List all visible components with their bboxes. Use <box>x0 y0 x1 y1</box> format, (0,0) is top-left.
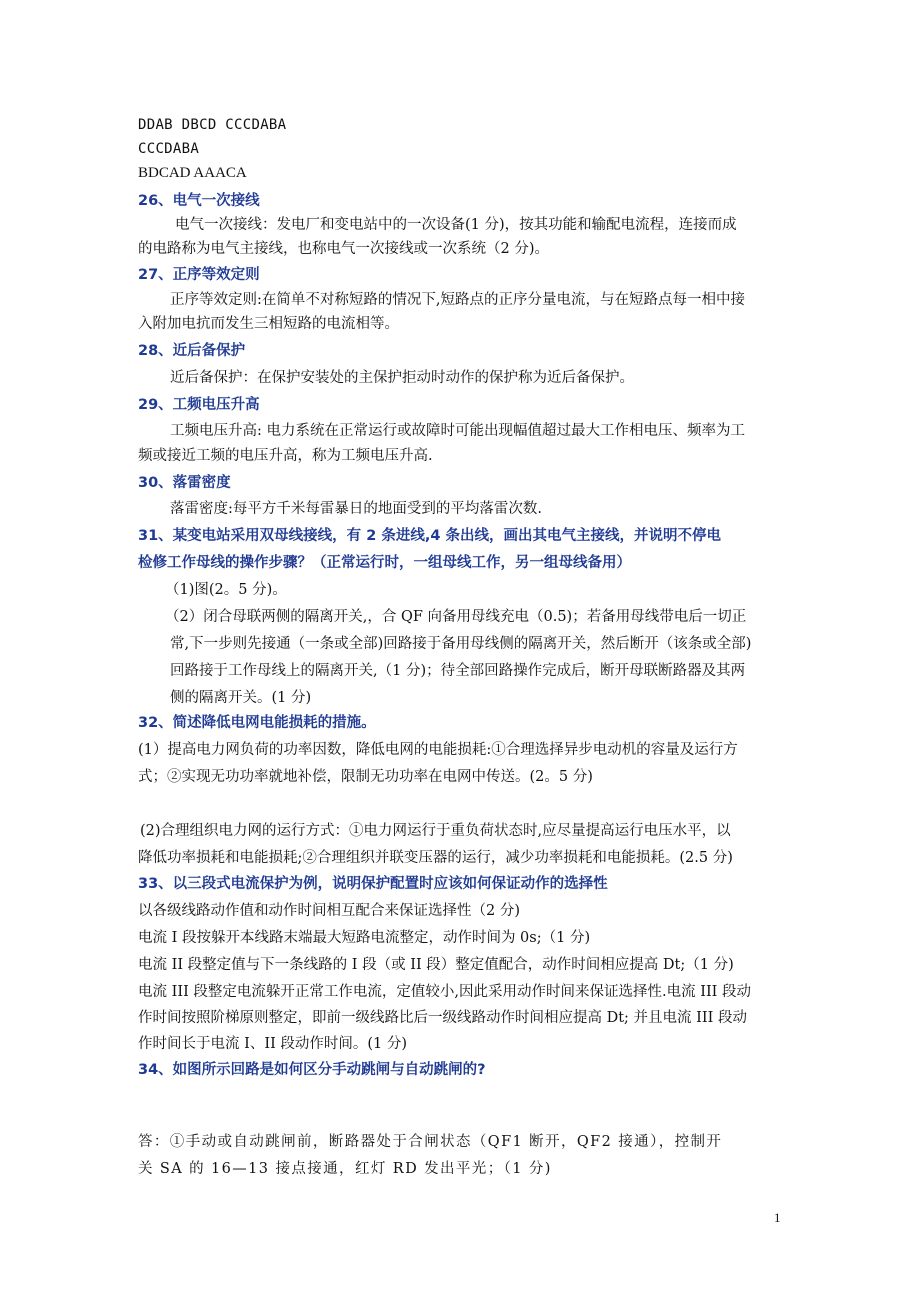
q34-body-line: 答：①手动或自动跳闸前，断路器处于合闸状态（QF1 断开，QF2 接通），控制开 <box>138 1134 723 1150</box>
q31-body-line: 侧的隔离开关。(1 分) <box>170 690 312 706</box>
q30-heading: 30、落雷密度 <box>138 475 231 491</box>
q32-body-line: (2)合理组织电力网的运行方式：①电力网运行于重负荷状态时,应尽量提高运行电压水平，以 <box>140 823 731 839</box>
q27-body-line: 入附加电抗而发生三相短路的电流相等。 <box>138 316 399 332</box>
q32-body-line: (1）提高电力网负荷的功率因数，降低电网的电能损耗:①合理选择异步电动机的容量及运行方 <box>138 742 738 758</box>
q33-heading: 33、以三段式电流保护为例，说明保护配置时应该如何保证动作的选择性 <box>138 876 608 892</box>
q27-heading: 27、正序等效定则 <box>138 267 260 283</box>
q28-body-line: 近后备保护：在保护安装处的主保护拒动时动作的保护称为近后备保护。 <box>170 370 634 386</box>
q31-body-line: 常,下一步则先接通（一条或全部)回路接于备用母线侧的隔离开关，然后断开（该条或全部) <box>170 636 752 652</box>
q33-body-line: 电流 II 段整定值与下一条线路的 I 段（或 II 段）整定值配合，动作时间相应提高 Dt;（1 分) <box>138 957 734 973</box>
q32-body-line: 降低功率损耗和电能损耗;②合理组织并联变压器的运行，减少功率损耗和电能损耗。(2.5 分) <box>138 850 733 866</box>
q33-body-line: 作时间长于电流 I、II 段动作时间。(1 分) <box>138 1036 408 1052</box>
q26-body-line: 的电路称为电气主接线，也称电气一次接线或一次系统（2 分)。 <box>138 241 549 257</box>
q26-body-line: 电气一次接线：发电厂和变电站中的一次设备(1 分)，按其功能和输配电流程，连接而成 <box>175 217 737 233</box>
answer-key-line-1: DDAB DBCD CCCDABA <box>138 117 287 133</box>
q29-body-line: 频或接近工频的电压升高，称为工频电压升高. <box>138 448 433 464</box>
q29-heading: 29、工频电压升高 <box>138 397 260 413</box>
q27-body-line: 正序等效定则:在简单不对称短路的情况下,短路点的正序分量电流，与在短路点每一相中接 <box>170 292 745 308</box>
q29-body-line: 工频电压升高: 电力系统在正常运行或故障时可能出现幅值超过最大工作相电压、频率为工 <box>170 423 745 439</box>
q31-body-line: （2）闭合母联两侧的隔离开关,，合 QF 向备用母线充电（0.5)；若备用母线带电后一切正 <box>165 609 747 625</box>
q31-heading-line: 检修工作母线的操作步骤？（正常运行时，一组母线工作，另一组母线备用） <box>138 555 631 571</box>
answer-key-line-3: BDCAD AAACA <box>138 165 247 181</box>
q28-heading: 28、近后备保护 <box>138 343 246 359</box>
q31-body-line: 回路接于工作母线上的隔离开关,（1 分)；待全部回路操作完成后，断开母联断路器及其两 <box>170 663 746 679</box>
q32-heading: 32、简述降低电网电能损耗的措施。 <box>138 715 376 731</box>
q33-body-line: 以各级线路动作值和动作时间相互配合来保证选择性（2 分) <box>138 903 520 919</box>
answer-key-line-2: CCCDABA <box>138 141 200 157</box>
q34-heading: 34、如图所示回路是如何区分手动跳闸与自动跳闸的? <box>138 1062 486 1078</box>
q33-body-line: 电流 I 段按躲开本线路末端最大短路电流整定，动作时间为 0s;（1 分) <box>138 930 591 946</box>
q33-body-line: 电流 III 段整定电流躲开正常工作电流，定值较小,因此采用动作时间来保证选择性.电流 III 段动 <box>138 984 752 1000</box>
page-number: 1 <box>774 1210 781 1225</box>
q30-body-line: 落雷密度:每平方千米每雷暴日的地面受到的平均落雷次数. <box>170 501 542 517</box>
q34-body-line: 关 SA 的 16—13 接点接通，红灯 RD 发出平光；（1 分) <box>138 1161 552 1177</box>
q31-heading-line: 31、某变电站采用双母线接线，有 2 条进线,4 条出线，画出其电气主接线，并说明不停电 <box>138 528 722 544</box>
q31-body-line: （1)图(2。5 分)。 <box>165 582 287 598</box>
q26-heading: 26、电气一次接线 <box>138 193 260 209</box>
q33-body-line: 作时间按照阶梯原则整定，即前一级线路比后一级线路动作时间相应提高 Dt; 并且电流 III 段动 <box>138 1010 747 1026</box>
q32-body-line: 式；②实现无功功率就地补偿，限制无功功率在电网中传送。(2。5 分) <box>138 769 593 785</box>
